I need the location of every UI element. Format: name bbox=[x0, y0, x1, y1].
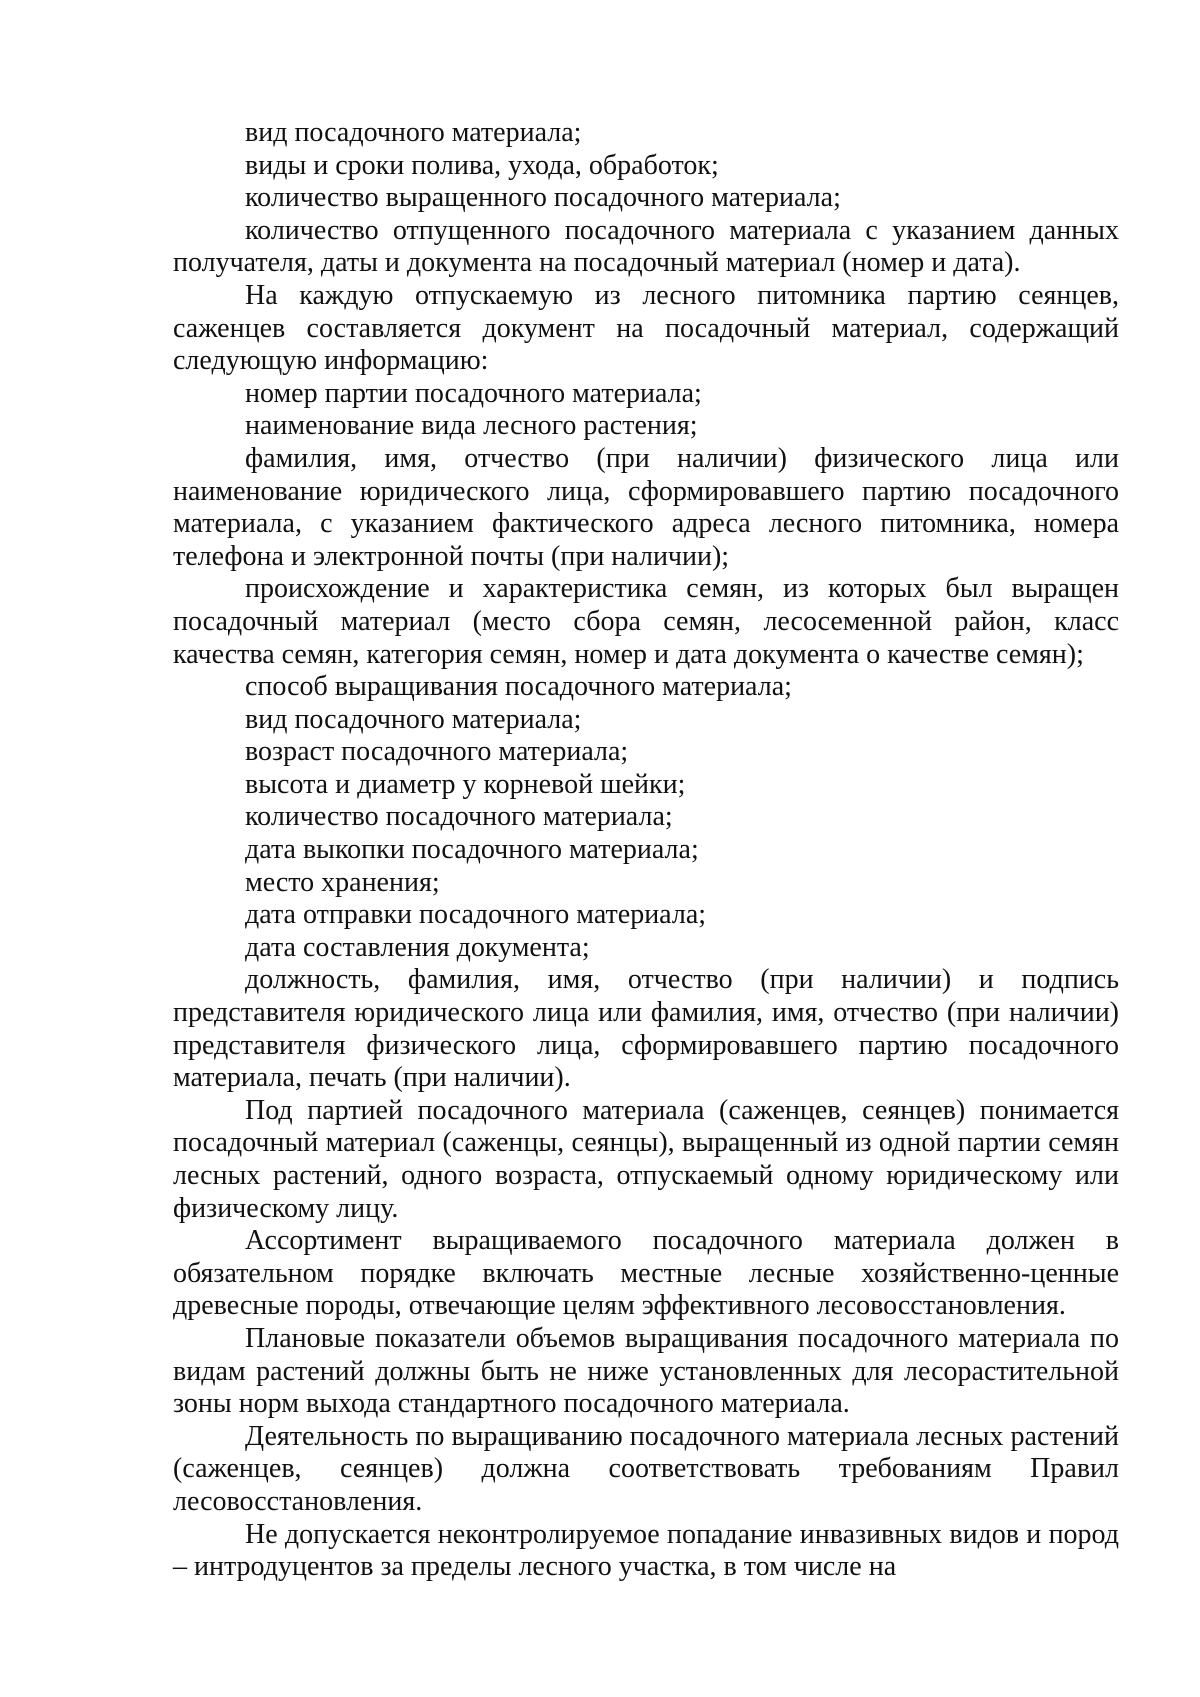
list-item: дата выкопки посадочного материала; bbox=[245, 834, 699, 866]
list-item: возраст посадочного материала; bbox=[245, 736, 629, 768]
paragraph: Деятельность по выращиванию посадочного материала лесных растений (саженцев, сеянцев) должна соответствовать требованиям Правил лесовосстановления. bbox=[173, 1420, 1119, 1517]
paragraph: количество отпущенного посадочного материала с указанием данных получателя, даты и документа на посадочный материал (номер и дата). bbox=[173, 214, 1119, 279]
list-item: вид посадочного материала; bbox=[245, 703, 582, 735]
list-item: дата составления документа; bbox=[245, 931, 590, 963]
paragraph: происхождение и характеристика семян, из которых был выращен посадочный материал (место сбора семян, лесосеменной район, класс качества семян, категория семян, номер и дата документа о качестве семян); bbox=[173, 573, 1119, 670]
list-item: количество выращенного посадочного материала; bbox=[245, 182, 841, 214]
list-item: дата отправки посадочного материала; bbox=[245, 899, 707, 931]
list-item: наименование вида лесного растения; bbox=[245, 410, 698, 442]
paragraph: должность, фамилия, имя, отчество (при наличии) и подпись представителя юридического лица или фамилия, имя, отчество (при наличии) представителя физического лица, сформировавшего партию посадочного материала, печать (при наличии). bbox=[173, 964, 1119, 1094]
list-item: вид посадочного материала; bbox=[245, 117, 582, 148]
paragraph: Плановые показатели объемов выращивания посадочного материала по видам растений должны быть не ниже установленных для лесорастительной зоны норм выхода стандартного посадочного материала. bbox=[173, 1322, 1119, 1420]
list-item: номер партии посадочного материала; bbox=[245, 377, 702, 409]
paragraph: На каждую отпускаемую из лесного питомника партию сеянцев, саженцев составляется документ на посадочный материал, содержащий следующую информацию: bbox=[173, 279, 1119, 377]
paragraph: Не допускается неконтролируемое попадание инвазивных видов и пород – интродуцентов за пределы лесного участка, в том числе на bbox=[173, 1518, 1119, 1583]
list-item: место хранения; bbox=[245, 866, 440, 898]
paragraph: Ассортимент выращиваемого посадочного материала должен в обязательном порядке включать местные лесные хозяйственно-ценные древесные породы, отвечающие целям эффективного лесовосстановления. bbox=[173, 1225, 1119, 1322]
paragraph: Под партией посадочного материала (саженцев, сеянцев) понимается посадочный материал (саженцы, сеянцы), выращенный из одной партии семян лесных растений, одного возраста, отпускаемый одному юридическому или физическому лицу. bbox=[173, 1094, 1119, 1224]
list-item: виды и сроки полива, ухода, обработок; bbox=[245, 149, 719, 181]
list-item: способ выращивания посадочного материала; bbox=[245, 671, 792, 703]
document-page bbox=[173, 117, 1119, 1584]
paragraph: фамилия, имя, отчество (при наличии) физического лица или наименование юридического лица, сформировавшего партию посадочного материала, с указанием фактического адреса лесного питомника, номера телефона и электронной почты (при наличии); bbox=[173, 442, 1119, 572]
list-item: высота и диаметр у корневой шейки; bbox=[245, 768, 686, 800]
list-item: количество посадочного материала; bbox=[245, 801, 673, 833]
